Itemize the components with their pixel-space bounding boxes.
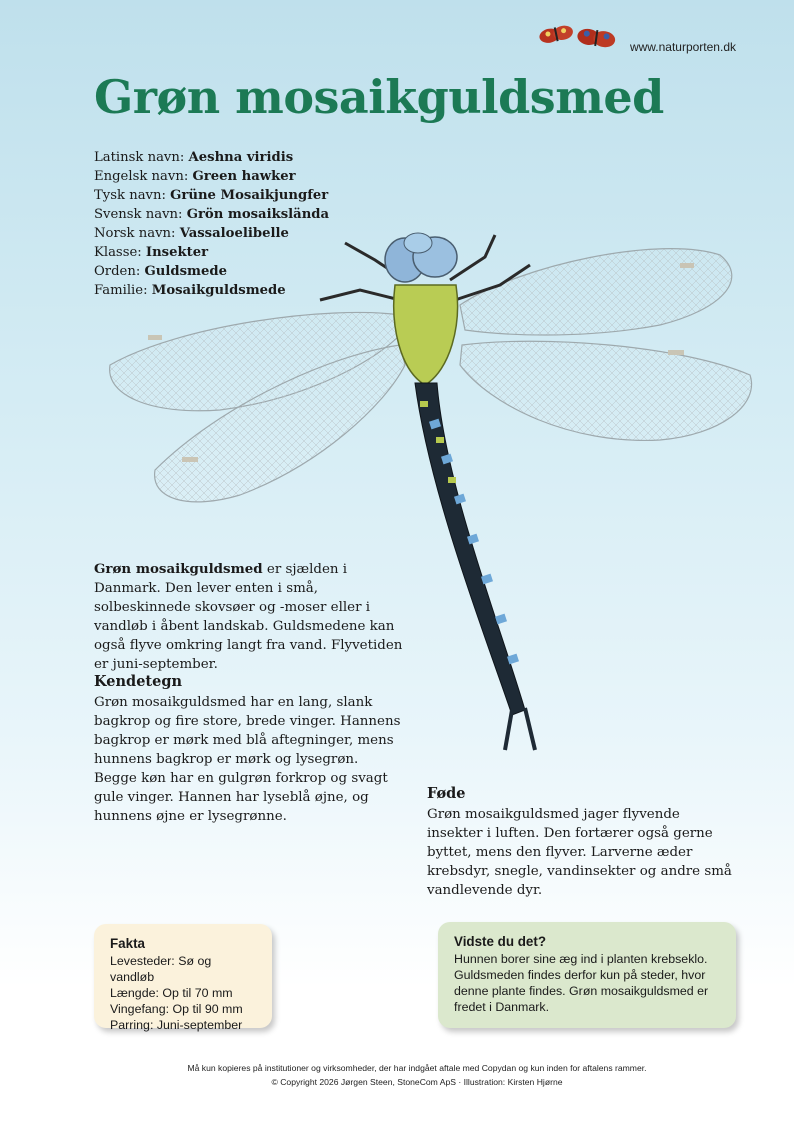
fakta-heading: Fakta xyxy=(110,936,145,951)
kendetegn-text: Grøn mosaikguldsmed har en lang, slank bagkrop og fire store, brede vinger. Hannens bagkrop er mørk med blå aftegninger, mens hunnens bagkrop er mørk og lysegrøn. Begge køn har en gulgrøn forkrop og svagt gule vinger. Hannen har lyseblå øjne, og hunnens øjne er lysegrønne. xyxy=(94,695,401,824)
page-title: Grøn mosaikguldsmed xyxy=(94,70,664,124)
fode-text: Grøn mosaikguldsmed jager flyvende insekter i luften. Den fortærer også gerne byttet, mens den flyver. Larverne æder krebsdyr, snegle, vandinsekter og andre små vandlevende dyr. xyxy=(427,807,732,898)
fakta-line: Parring: Juni-september xyxy=(110,1018,243,1032)
kendetegn-section xyxy=(94,672,404,826)
name-row: Svensk navn: Grön mosaikslända xyxy=(94,207,330,222)
name-row: Latinsk navn: Aeshna viridis xyxy=(94,150,294,165)
footer-license: Må kun kopieres på institutioner og virksomheder, der har indgået aftale med Copydan og kun inden for aftalens rammer. xyxy=(187,1063,647,1073)
fakta-line: Levesteder: Sø og vandløb xyxy=(110,954,212,984)
vidste-box xyxy=(438,922,736,1028)
fode-section xyxy=(427,784,737,900)
footer-copyright: © Copyright 2026 Jørgen Steen, StoneCom ApS · Illustration: Kirsten Hjørne xyxy=(271,1077,563,1087)
site-url[interactable]: www.naturporten.dk xyxy=(629,40,736,54)
name-row: Norsk navn: Vassaloelibelle xyxy=(94,226,289,241)
name-row: Engelsk navn: Green hawker xyxy=(94,169,296,184)
footer xyxy=(0,1061,794,1089)
fode-heading: Føde xyxy=(427,785,466,802)
fakta-box xyxy=(94,924,272,1032)
fakta-line: Vingefang: Op til 90 mm xyxy=(110,1002,243,1016)
name-row: Orden: Guldsmede xyxy=(94,264,227,279)
kendetegn-heading: Kendetegn xyxy=(94,673,183,690)
fakta-line: Længde: Op til 70 mm xyxy=(110,986,233,1000)
name-row: Familie: Mosaikguldsmede xyxy=(94,283,286,298)
name-row: Tysk navn: Grüne Mosaikjungfer xyxy=(94,188,329,203)
vidste-text: Hunnen borer sine æg ind i planten krebseklo. Guldsmeden findes derfor kun på steder, hvor denne plante findes. Grøn mosaikguldsmed er fredet i Danmark. xyxy=(454,952,709,1014)
butterfly-logo-icon xyxy=(538,18,618,58)
vidste-heading: Vidste du det? xyxy=(454,934,547,949)
intro-text: Grøn mosaikguldsmed er sjælden i Danmark. Den lever enten i små, solbeskinnede skovsøer og -moser eller i vandløb i åbent landskab. Guldsmedene kan også flyve omkring langt fra vand. Flyvetiden er juni-september. xyxy=(94,561,403,672)
name-row: Klasse: Insekter xyxy=(94,245,209,260)
